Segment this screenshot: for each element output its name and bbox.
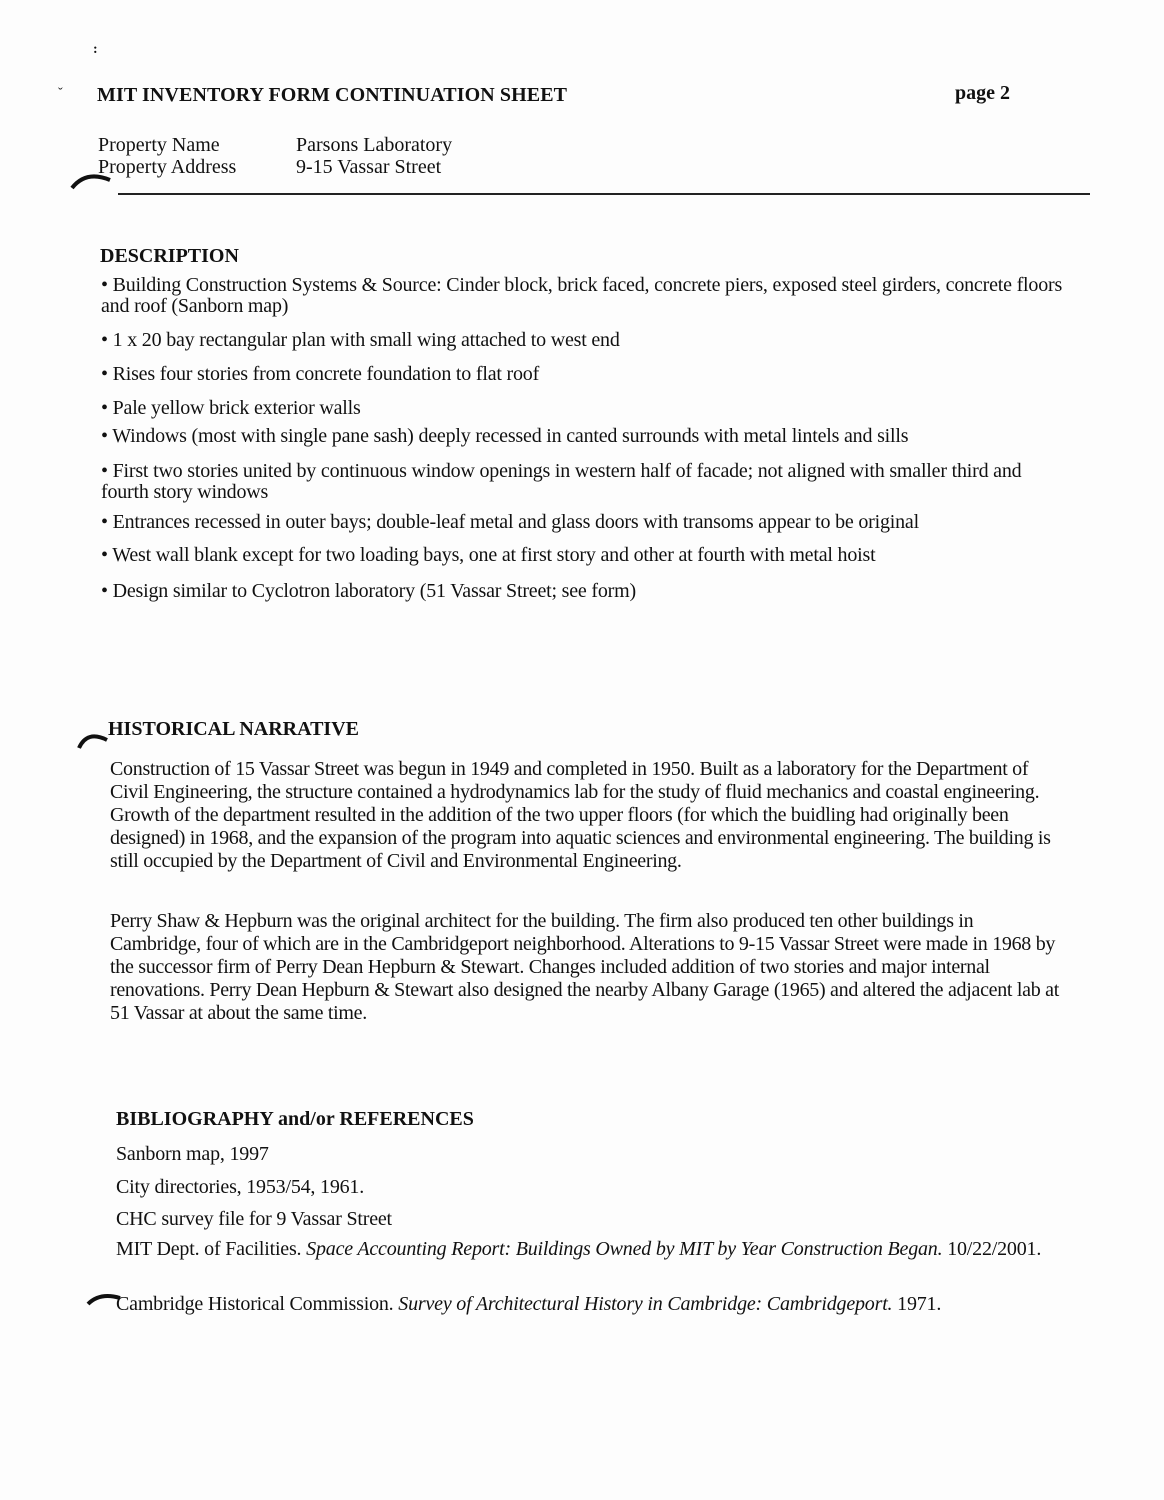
scan-mark: ˇ [58,86,63,101]
description-bullet: • Rises four stories from concrete foundation to flat roof [101,363,540,385]
reference-item: Sanborn map, 1997 [116,1143,269,1165]
description-bullet: • Building Construction Systems & Source: Cinder block, brick faced, concrete piers, exposed steel girders, concrete floors and roof (Sanborn map) [101,274,1063,317]
narrative-paragraph: Construction of 15 Vassar Street was begun in 1949 and completed in 1950. Built as a laboratory for the Department of Civil Engineering, the structure contained a hydrodynamics lab for the study of fluid mechanics and coastal engineering. Growth of the department resulted in the addition of the two upper floors (for which the buidling had originally been designed) in 1968, and the expansion of the program into aquatic sciences and environmental engineering. The building is still occupied by the Department of Civil and Environmental Engineering. [110,758,1051,872]
description-bullet: • West wall blank except for two loading bays, one at first story and other at fourth with metal hoist [101,544,876,566]
description-bullet: • First two stories united by continuous window openings in western half of facade; not aligned with smaller third and fourth story windows [101,460,1022,503]
narrative-paragraph: Perry Shaw & Hepburn was the original architect for the building. The firm also produced ten other buildings in Cambridge, four of which are in the Cambridgeport neighborhood. Alterations to 9-15 Vassar Street were made in 1968 by the successor firm of Perry Dean Hepburn & Stewart. Changes included addition of two stories and major internal renovations. Perry Dean Hepburn & Stewart also designed the nearby Albany Garage (1965) and altered the adjacent lab at 51 Vassar at about the same time. [110,910,1059,1024]
description-bullet: • Design similar to Cyclotron laboratory (51 Vassar Street; see form) [101,580,636,602]
description-bullet: • Pale yellow brick exterior walls [101,397,361,419]
property-address-label: Property Address [98,156,237,178]
reference-item: MIT Dept. of Facilities. Space Accounting Report: Buildings Owned by MIT by Year Construction Began. 10/22/2001. [116,1238,1042,1260]
description-bullet: • 1 x 20 bay rectangular plan with small wing attached to west end [101,329,620,351]
header-divider [118,193,1090,195]
description-bullet: • Windows (most with single pane sash) deeply recessed in canted surrounds with metal lintels and sills [101,425,909,447]
property-name-label: Property Name [98,134,220,156]
property-name-value: Parsons Laboratory [296,134,453,156]
reference-item: City directories, 1953/54, 1961. [116,1176,365,1198]
description-bullet: • Entrances recessed in outer bays; double-leaf metal and glass doors with transoms appear to be original [101,511,919,533]
narrative-heading: HISTORICAL NARRATIVE [108,718,359,740]
reference-item: CHC survey file for 9 Vassar Street [116,1208,392,1230]
reference-item: Cambridge Historical Commission. Survey of Architectural History in Cambridge: Cambridgeport. 1971. [116,1293,942,1315]
page-number: page 2 [955,82,1010,104]
scan-mark: : [93,42,98,57]
property-address-value: 9-15 Vassar Street [296,156,442,178]
description-heading: DESCRIPTION [100,245,239,267]
bibliography-heading: BIBLIOGRAPHY and/or REFERENCES [116,1108,474,1130]
form-title: MIT INVENTORY FORM CONTINUATION SHEET [97,84,568,106]
